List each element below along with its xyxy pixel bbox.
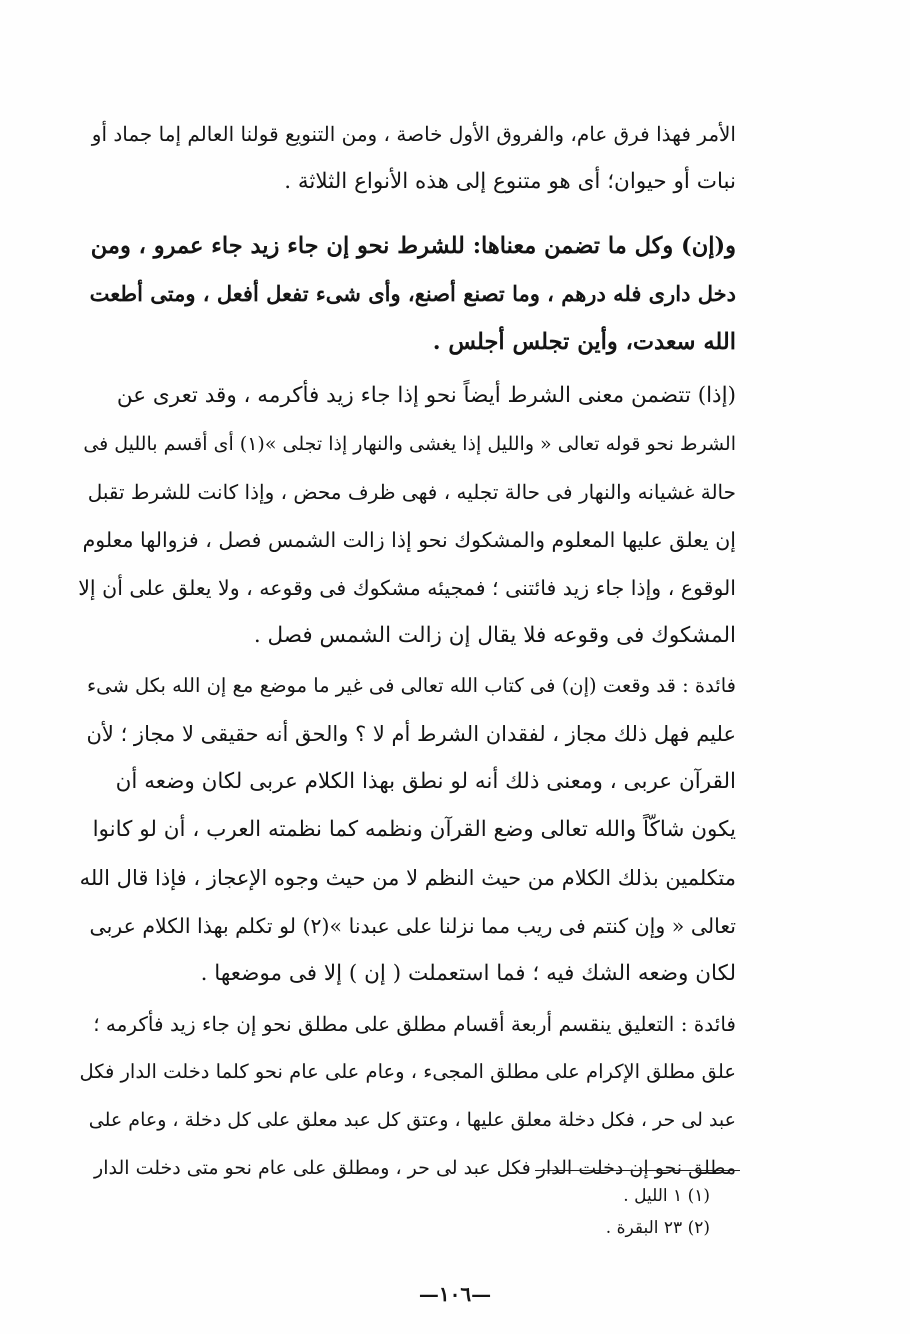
text-line: حالة غشيانه والنهار فى حالة تجليه ، فهى ظرف محض ، وإذا كانت للشرط تقبل — [87, 480, 736, 504]
text-line: إن يعلق عليها المعلوم والمشكوك نحو إذا زالت الشمس فصل ، فزوالها معلوم — [82, 528, 736, 552]
text-line: الوقوع ، وإذا جاء زيد فائتنى ؛ فمجيئه مشكوك فى وقوعه ، ولا يعلق على أن إلا — [78, 576, 736, 600]
paragraph-faida-1 — [78, 662, 736, 998]
text-line: متكلمين بذلك الكلام من حيث النظم لا من حيث وجوه الإعجاز ، فإذا قال الله — [79, 866, 736, 890]
text-line: لكان وضعه الشك فيه ؛ فما استعملت ( إن ) إلا فى موضعها . — [200, 961, 736, 986]
paragraph-idha — [78, 372, 736, 660]
text-line: (إذا) تتضمن معنى الشرط أيضاً نحو إذا جاء زيد فأكرمه ، وقد تعرى عن — [116, 383, 736, 408]
text-line: يكون شاكّاً والله تعالى وضع القرآن ونظمه كما نظمته العرب ، أن لو كانوا — [92, 817, 736, 842]
text-line: فائدة : قد وقعت (إن) فى كتاب الله تعالى فى غير ما موضع مع إن الله بكل شىء — [87, 674, 736, 697]
text-line: الشرط نحو قوله تعالى « والليل إذا يغشى والنهار إذا تجلى »(١) أى أقسم بالليل فى — [83, 433, 736, 455]
text-line: نبات أو حيوان؛ أى هو متنوع إلى هذه الأنواع الثلاثة . — [284, 169, 736, 194]
footnote-1: (١) ١ الليل . — [623, 1186, 710, 1206]
text-line: الله سعدت، وأين تجلس أجلس . — [432, 329, 736, 355]
text-line: فائدة : التعليق ينقسم أربعة أقسام مطلق على مطلق نحو إن جاء زيد فأكرمه ؛ — [93, 1012, 736, 1036]
text-line: علق مطلق الإكرام على مطلق المجىء ، وعام على عام نحو كلما دخلت الدار فكل — [79, 1060, 736, 1083]
text-line: عليم فهل ذلك مجاز ، لفقدان الشرط أم لا ؟ والحق أنه حقيقى لا مجاز ؛ لأن — [86, 722, 736, 746]
text-line: القرآن عربى ، ومعنى ذلك أنه لو نطق بهذا الكلام عربى لكان وضعه أن — [115, 769, 736, 794]
text-line: مطلق نحو إن دخلت الدار فكل عبد لى حر ، ومطلق على عام نحو متى دخلت الدار — [94, 1157, 736, 1179]
footnote-2: (٢) ٢٣ البقرة . — [605, 1218, 710, 1238]
text-line: عبد لى حر ، فكل دخلة معلق عليها ، وعتق كل عبد معلق على كل دخلة ، وعام على — [88, 1109, 736, 1131]
paragraph-in-conditional — [78, 222, 736, 366]
text-line: تعالى « وإن كنتم فى ريب مما نزلنا على عبدنا »(٢) لو تكلم بهذا الكلام عربى — [89, 914, 736, 938]
page-number: —١٠٦— — [418, 1282, 492, 1306]
text-line: و(إن) وكل ما تضمن معناها: للشرط نحو إن جاء زيد جاء عمرو ، ومن — [90, 233, 736, 259]
text-line: المشكوك فى وقوعه فلا يقال إن زالت الشمس فصل . — [253, 623, 736, 648]
text-line: دخل دارى فله درهم ، وما تصنع أصنع، وأى شىء تفعل أفعل ، ومتى أطعت — [89, 281, 736, 306]
paragraph-intro — [78, 110, 736, 206]
footnote-divider — [535, 1170, 740, 1171]
footnotes — [520, 1180, 710, 1244]
paragraph-faida-2 — [78, 1000, 736, 1192]
text-line: الأمر فهذا فرق عام، والفروق الأول خاصة ، ومن التنويع قولنا العالم إما جماد أو — [91, 122, 736, 146]
